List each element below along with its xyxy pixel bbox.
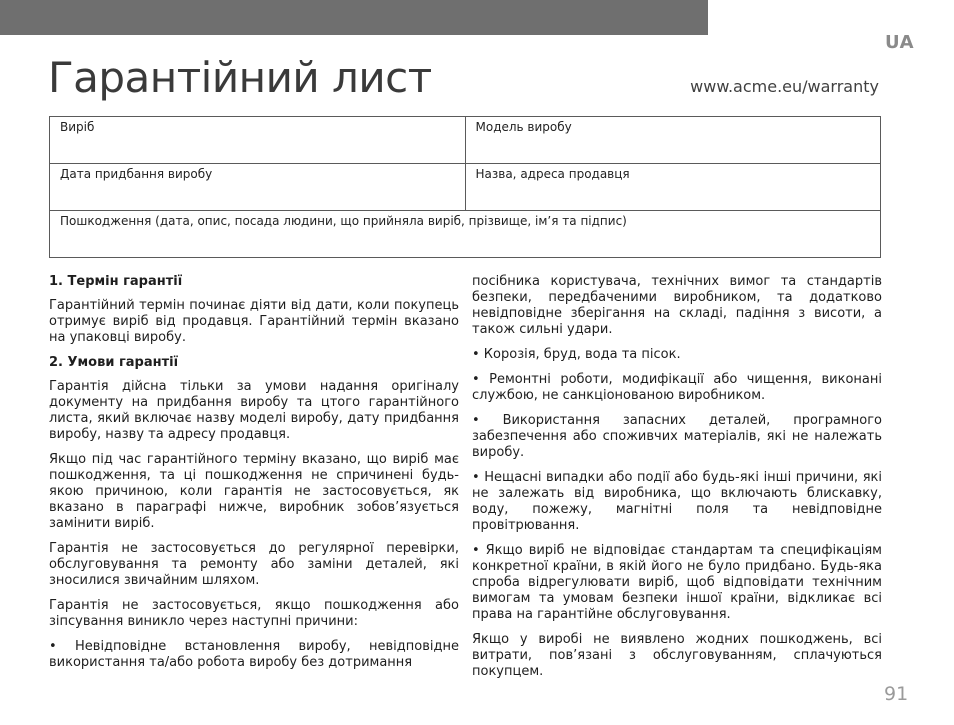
language-code: UA — [885, 32, 914, 53]
section1-heading: 1. Термін гарантії — [49, 274, 183, 289]
left-column — [49, 274, 459, 680]
section2-paragraph-2: Якщо під час гарантійного терміну вказано, що виріб має пошкодження, та ці пошкодження не спричинені будь-якою причиною, коли гарантія не застосовується, як вказано в параграфі нижче, виробник зобов’язується замінити виріб. — [49, 452, 459, 531]
section2-paragraph-5: • Невідповідне встановлення виробу, невідповідне використання та/або робота виробу без дотримання — [49, 639, 459, 670]
section2-heading: 2. Умови гарантії — [49, 355, 179, 370]
right-paragraph-4: • Використання запасних деталей, програмного забезпечення або споживчих матеріалів, які не належать виробу. — [472, 413, 882, 460]
right-paragraph-1: посібника користувача, технічних вимог та стандартів безпеки, передбаченими виробником, та додатково невідповідне зберігання на складі, падіння з висоти, а також сильні удари. — [472, 274, 882, 337]
right-paragraph-5: • Нещасні випадки або події або будь-які інші причини, які не залежать від виробника, що включають блискавку, воду, пожежу, магнітні поля та невідповідне провітрювання. — [472, 470, 882, 533]
page-number: 91 — [884, 683, 909, 705]
right-paragraph-7: Якщо у виробі не виявлено жодних пошкоджень, всі витрати, пов’язані з обслуговуванням, сплачуються покупцем. — [472, 632, 882, 679]
warranty-url: www.acme.eu/warranty — [690, 77, 879, 96]
right-paragraph-6: • Якщо виріб не відповідає стандартам та специфікаціям конкретної країни, в якій його не було придбано. Будь-яка спроба відрегулювати виріб, щоб відповідати технічним вимогам та умовам безпеки іншої країни, відкликає всі права на гарантійне обслуговування. — [472, 543, 882, 622]
warranty-form-table — [49, 116, 881, 258]
product-model-cell: Модель виробу — [465, 117, 881, 164]
section2-paragraph-4: Гарантія не застосовується, якщо пошкодження або зіпсування виникло через наступні причини: — [49, 598, 459, 629]
right-column — [472, 274, 882, 689]
seller-cell: Назва, адреса продавця — [465, 164, 881, 211]
section2-paragraph-1: Гарантія дійсна тільки за умови надання оригіналу документу на придбання виробу та цтого гарантійного листа, який включає назву моделі виробу, дату придбання виробу, назву та адресу продавця. — [49, 379, 459, 442]
section1-paragraph: Гарантійний термін починає діяти від дати, коли покупець отримує виріб від продавця. Гарантійний термін вказано на упаковці виробу. — [49, 298, 459, 345]
header-band-tip — [668, 0, 708, 35]
section2-paragraph-3: Гарантія не застосовується до регулярної перевірки, обслуговування та ремонту або заміни деталей, які зносилися звичайним шляхом. — [49, 541, 459, 588]
purchase-date-cell: Дата придбання виробу — [50, 164, 466, 211]
right-paragraph-2: • Корозія, бруд, вода та пісок. — [472, 347, 681, 362]
page-title: Гарантійний лист — [48, 53, 432, 102]
right-paragraph-3: • Ремонтні роботи, модифікації або чищення, виконані службою, не санкціонованою виробником. — [472, 372, 882, 403]
damage-cell: Пошкодження (дата, опис, посада людини, що прийняла виріб, прізвище, ім’я та підпис) — [50, 211, 881, 258]
product-cell: Виріб — [50, 117, 466, 164]
header-band — [0, 0, 708, 35]
